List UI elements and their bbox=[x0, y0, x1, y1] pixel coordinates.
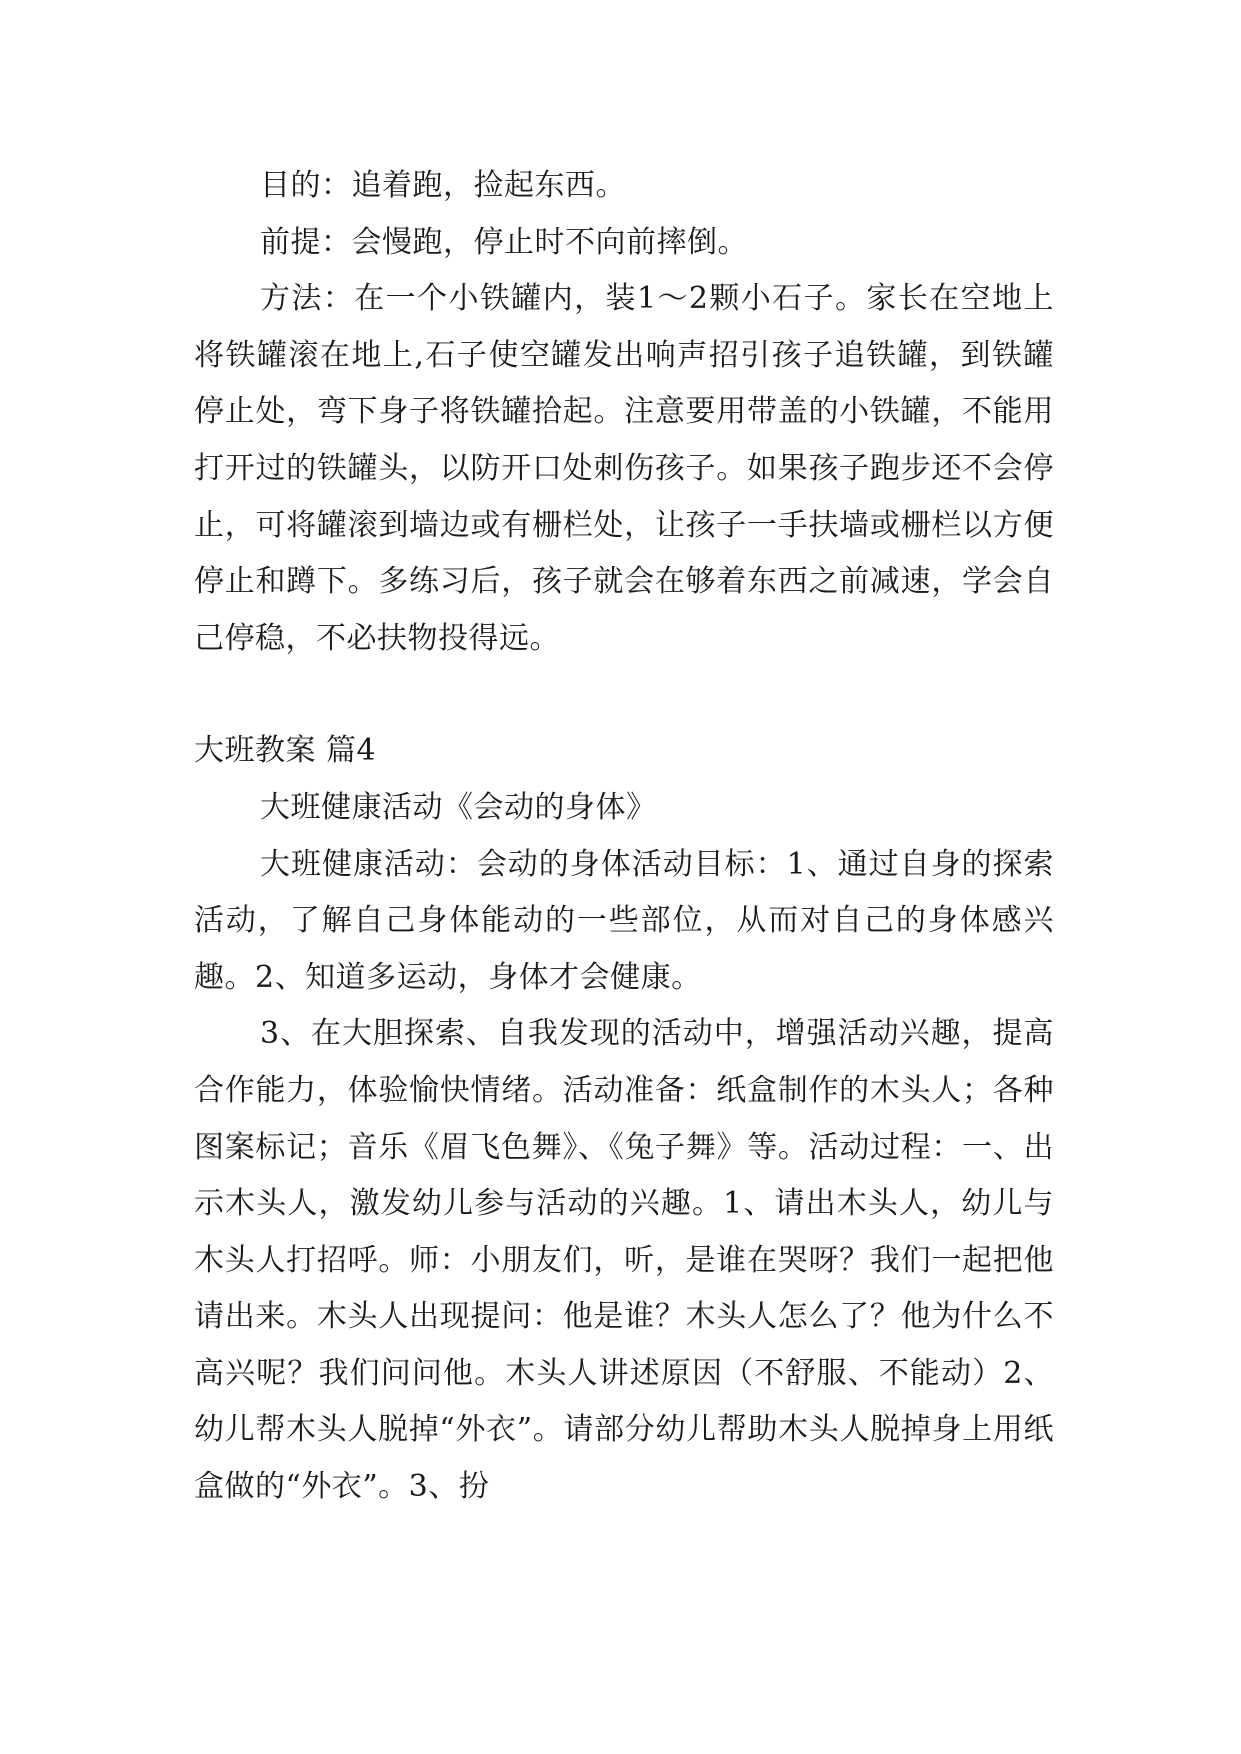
method-paragraph: 方法：在一个小铁罐内，装1～2颗小石子。家长在空地上将铁罐滚在地上,石子使空罐发出响声招引孩子追铁罐，到铁罐停止处，弯下身子将铁罐拾起。注意要用带盖的小铁罐，不能用打开过的铁罐头，以防开口处刺伤孩子。如果孩子跑步还不会停止，可将罐滚到墙边或有栅栏处，让孩子一手扶墙或栅栏以方便停止和蹲下。多练习后，孩子就会在够着东西之前减速，学会自己停稳，不必扶物投得远。 bbox=[194, 281, 1054, 656]
premise-paragraph: 前提：会慢跑，停止时不向前摔倒。 bbox=[260, 224, 748, 260]
activity-goals-paragraph: 大班健康活动：会动的身体活动目标：1、通过自身的探索活动，了解自己身体能动的一些部位，从而对自己的身体感兴趣。2、知道多运动，身体才会健康。 bbox=[194, 846, 1054, 995]
document-body bbox=[194, 158, 1054, 1516]
purpose-paragraph: 目的：追着跑，捡起东西。 bbox=[260, 168, 626, 203]
section-spacer bbox=[194, 667, 1054, 723]
section-heading: 大班教案 篇4 bbox=[194, 733, 377, 769]
activity-title: 大班健康活动《会动的身体》 bbox=[260, 789, 657, 825]
activity-process-paragraph: 3、在大胆探索、自我发现的活动中，增强活动兴趣，提高合作能力，体验愉快情绪。活动准备：纸盒制作的木头人；各种图案标记；音乐《眉飞色舞》、《兔子舞》等。活动过程：一、出示木头人，激发幼儿参与活动的兴趣。1、请出木头人，幼儿与木头人打招呼。师：小朋友们，听，是谁在哭呀？我们一起把他请出来。木头人出现提问：他是谁？木头人怎么了？他为什么不高兴呢？我们问问他。木头人讲述原因（不舒服、不能动）2、幼儿帮木头人脱掉“外衣”。请部分幼儿帮助木头人脱掉身上用纸盒做的“外衣”。3、扮 bbox=[194, 1016, 1054, 1505]
